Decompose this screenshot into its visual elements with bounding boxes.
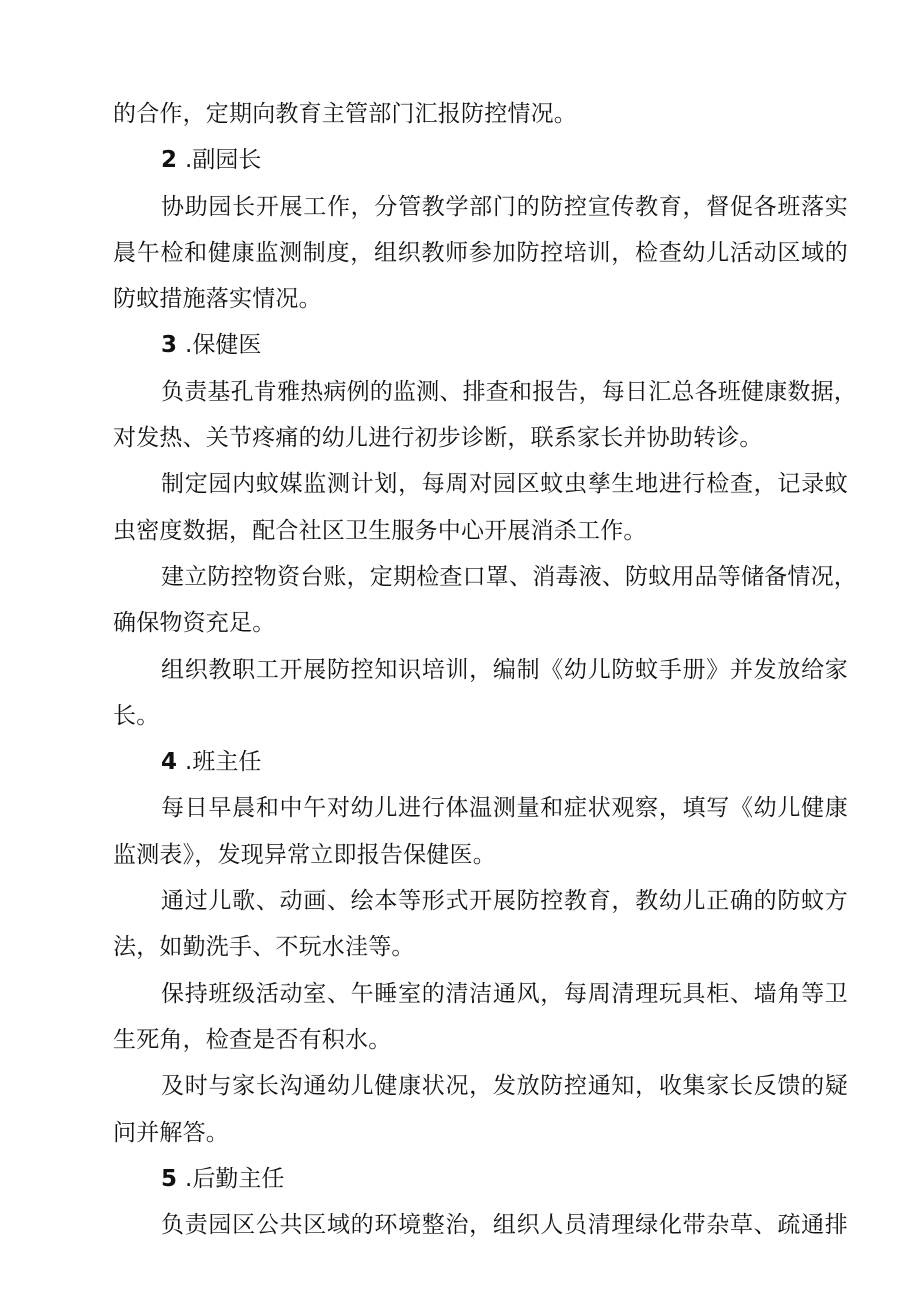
section-title: .保健医 xyxy=(185,332,262,359)
section-number: 5 xyxy=(161,1165,178,1192)
text-line: 法，如勤洗手、不玩水洼等。 xyxy=(113,934,415,961)
text-line: 保持班级活动室、午睡室的清洁通风，每周清理玩具柜、墙角等卫 xyxy=(161,980,848,1007)
text-line: 通过儿歌、动画、绘本等形式开展防控教育，教幼儿正确的防蚊方 xyxy=(161,888,848,915)
section-title: .副园长 xyxy=(185,147,262,174)
document-page xyxy=(113,101,857,1260)
section-number: 2 xyxy=(161,147,178,174)
text-line: 负责基孔肯雅热病例的监测、排查和报告，每日汇总各班健康数据， xyxy=(161,378,857,405)
text-line: 制定园内蚊媒监测计划，每周对园区蚊虫孳生地进行检查，记录蚊 xyxy=(161,471,848,498)
text-line: 建立防控物资台账，定期检查口罩、消毒液、防蚊用品等储备情况， xyxy=(161,563,857,590)
text-line: 晨午检和健康监测制度，组织教师参加防控培训，检查幼儿活动区域的 xyxy=(113,239,848,266)
text-line: 组织教职工开展防控知识培训，编制《幼儿防蚊手册》并发放给家 xyxy=(161,656,848,683)
text-line: 生死角，检查是否有积水。 xyxy=(113,1026,392,1053)
text-line: 协助园长开展工作，分管教学部门的防控宣传教育，督促各班落实 xyxy=(161,193,848,220)
text-line: 问并解答。 xyxy=(113,1119,229,1146)
text-line: 防蚊措施落实情况。 xyxy=(113,286,322,313)
section-heading xyxy=(113,1165,848,1192)
text-line: 及时与家长沟通幼儿健康状况，发放防控通知，收集家长反馈的疑 xyxy=(161,1073,848,1100)
text-line: 负责园区公共区域的环境整治，组织人员清理绿化带杂草、疏通排 xyxy=(161,1212,848,1239)
section-title: .班主任 xyxy=(185,749,262,776)
section-number: 3 xyxy=(161,332,178,359)
section-heading xyxy=(113,751,848,775)
text-line: 确保物资充足。 xyxy=(113,610,276,637)
section-number: 4 xyxy=(161,749,178,776)
text-line: 监测表》，发现异常立即报告保健医。 xyxy=(113,841,496,868)
text-line: 虫密度数据，配合社区卫生服务中心开展消杀工作。 xyxy=(113,517,647,544)
text-line: 每日早晨和中午对幼儿进行体温测量和症状观察，填写《幼儿健康 xyxy=(161,795,848,822)
section-title: .后勤主任 xyxy=(185,1165,285,1192)
section-heading xyxy=(113,334,848,358)
text-line: 的合作，定期向教育主管部门汇报防控情况。 xyxy=(113,101,577,127)
section-heading xyxy=(113,149,848,173)
text-line: 长。 xyxy=(113,702,160,729)
text-line: 对发热、关节疼痛的幼儿进行初步诊断，联系家长并协助转诊。 xyxy=(113,425,763,452)
